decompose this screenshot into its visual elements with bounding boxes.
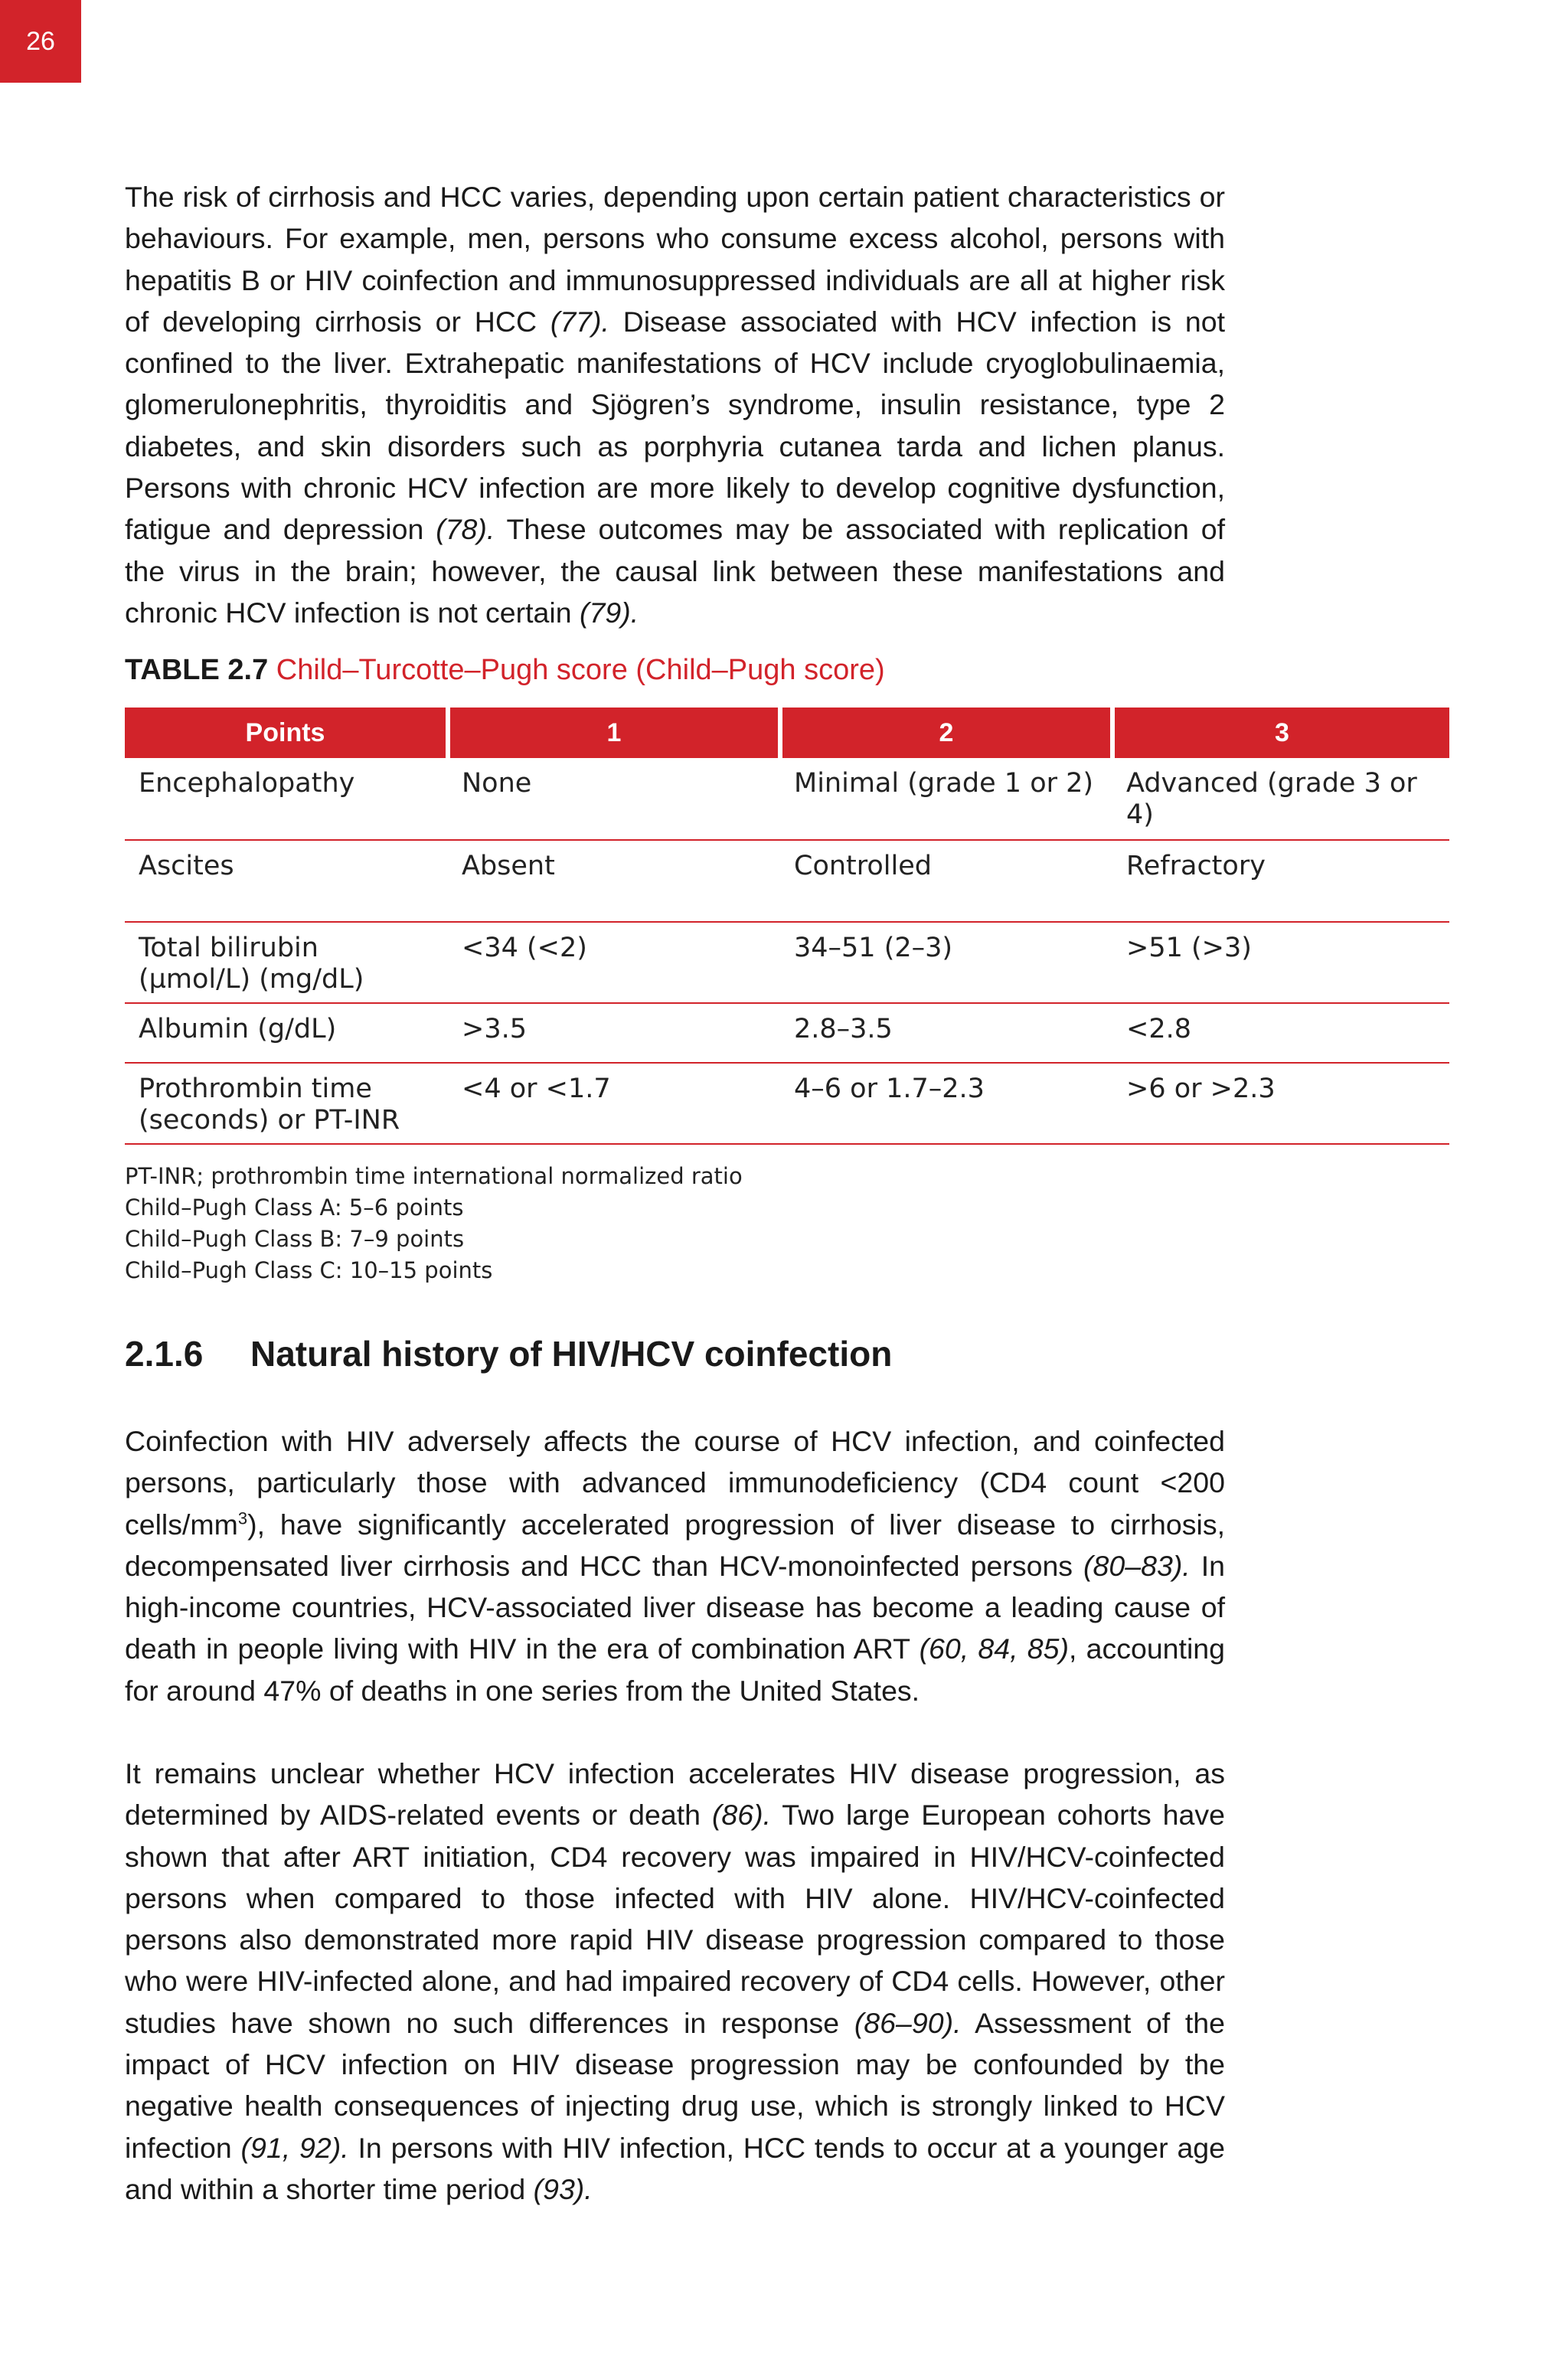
column-header: 2 <box>780 708 1112 758</box>
table-note: Child–Pugh Class C: 10–15 points <box>125 1257 493 1283</box>
table-cell: Advanced (grade 3 or 4) <box>1112 758 1449 840</box>
child-pugh-table <box>125 708 1449 1145</box>
column-header: 3 <box>1112 708 1449 758</box>
table-note: Child–Pugh Class B: 7–9 points <box>125 1226 465 1252</box>
page-number: 26 <box>0 0 81 83</box>
citation: (86–90). <box>854 2006 962 2039</box>
section-heading <box>125 1331 892 1377</box>
table-cell: Albumin (g/dL) <box>125 1003 448 1063</box>
table-row <box>125 758 1449 840</box>
text-segment: In persons with HIV infection, HCC tends to occur at a younger age and within a shorter time period <box>125 2131 1226 2205</box>
column-header: 1 <box>448 708 780 758</box>
table-cell: Absent <box>448 840 780 922</box>
table-cell: Ascites <box>125 840 448 922</box>
table-row <box>125 1003 1449 1063</box>
table-cell: >51 (>3) <box>1112 922 1449 1003</box>
table-notes <box>125 1161 743 1286</box>
paragraph-coinfection <box>125 1420 1225 1711</box>
table-cell: Controlled <box>780 840 1112 922</box>
table-cell: Minimal (grade 1 or 2) <box>780 758 1112 840</box>
paragraph-progression <box>125 1753 1225 2210</box>
table-cell: Prothrombin time (seconds) or PT-INR <box>125 1063 448 1144</box>
text-segment: Two large European cohorts have shown that after ART initiation, CD4 recovery was impaired in HIV/HCV-coinfected persons when compared to those infected with HIV alone. HIV/HCV-coinfected persons also demonstrated more rapid HIV disease progression compared to those who were HIV-infected alone, and had impaired recovery of CD4 cells. However, other studies have shown no such differences in response <box>125 1799 1225 2039</box>
table-cell: 2.8–3.5 <box>780 1003 1112 1063</box>
table-note: Child–Pugh Class A: 5–6 points <box>125 1194 464 1221</box>
table-row <box>125 922 1449 1003</box>
table-cell: <2.8 <box>1112 1003 1449 1063</box>
citation: (91, 92). <box>240 2131 349 2164</box>
text-segment: The risk of cirrhosis and HCC varies, depending upon certain patient characteristics or behaviours. For example, men, persons who consume excess alcohol, persons with hepatitis B or HIV coinfection and immunosuppressed individuals are all at higher risk of developing cirrhosis or HCC <box>125 181 1225 338</box>
intro-paragraph <box>125 176 1225 633</box>
citation: (93). <box>533 2172 593 2205</box>
superscript: 3 <box>237 1508 248 1528</box>
table-cell: Encephalopathy <box>125 758 448 840</box>
table-cell: Total bilirubin (µmol/L) (mg/dL) <box>125 922 448 1003</box>
section-title: Natural history of HIV/HCV coinfection <box>250 1334 893 1374</box>
table-cell: Refractory <box>1112 840 1449 922</box>
table-label: TABLE 2.7 <box>125 654 269 686</box>
text-segment: Assessment of the impact of HCV infection on HIV disease progression may be confounded by the negative health consequences of injecting drug use, which is strongly linked to HCV infection <box>125 2006 1225 2164</box>
table-row <box>125 1063 1449 1144</box>
text-segment: ), have significantly accelerated progression of liver disease to cirrhosis, decompensated liver cirrhosis and HCC than HCV-monoinfected persons <box>125 1508 1225 1582</box>
text-segment: Coinfection with HIV adversely affects the course of HCV infection, and coinfected persons, particularly those with advanced immunodeficiency (CD4 count <200 cells/mm <box>125 1425 1225 1541</box>
table-cell: >3.5 <box>448 1003 780 1063</box>
text-segment: In high-income countries, HCV-associated liver disease has become a leading cause of death in people living with HIV in the era of combination ART <box>125 1549 1225 1665</box>
citation: (77). <box>550 305 609 338</box>
table-note: PT-INR; prothrombin time international normalized ratio <box>125 1163 743 1189</box>
text-segment: It remains unclear whether HCV infection accelerates HIV disease progression, as determined by AIDS-related events or death <box>125 1757 1225 1832</box>
citation: (86). <box>711 1799 772 1832</box>
table-title: Child–Turcotte–Pugh score (Child–Pugh score) <box>276 654 885 686</box>
text-segment: Disease associated with HCV infection is not confined to the liver. Extrahepatic manifestations of HCV include cryoglobulinaemia, glomerulonephritis, thyroiditis and Sjögren’s syndrome, insulin resistance, type 2 diabetes, and skin disorders such as porphyria cutanea tarda and lichen planus. Persons with chronic HCV infection are more likely to develop cognitive dysfunction, fatigue and depression <box>125 305 1225 546</box>
table-cell: >6 or >2.3 <box>1112 1063 1449 1144</box>
table-row <box>125 840 1449 922</box>
table-cell: None <box>448 758 780 840</box>
citation: (80–83). <box>1083 1549 1191 1582</box>
text-segment: , accounting for around 47% of deaths in one series from the United States. <box>125 1632 1225 1707</box>
citation: (79). <box>580 596 639 629</box>
text-segment: These outcomes may be associated with replication of the virus in the brain; however, the causal link between these manifestations and chronic HCV infection is not certain <box>125 513 1225 629</box>
table-cell: 4–6 or 1.7–2.3 <box>780 1063 1112 1144</box>
section-number: 2.1.6 <box>125 1334 204 1374</box>
table-cell: <34 (<2) <box>448 922 780 1003</box>
table-caption <box>125 649 885 691</box>
table-header-row <box>125 708 1449 758</box>
table-cell: 34–51 (2–3) <box>780 922 1112 1003</box>
table-cell: <4 or <1.7 <box>448 1063 780 1144</box>
citation: (60, 84, 85) <box>919 1632 1069 1665</box>
column-header: Points <box>125 708 448 758</box>
citation: (78). <box>436 513 495 546</box>
